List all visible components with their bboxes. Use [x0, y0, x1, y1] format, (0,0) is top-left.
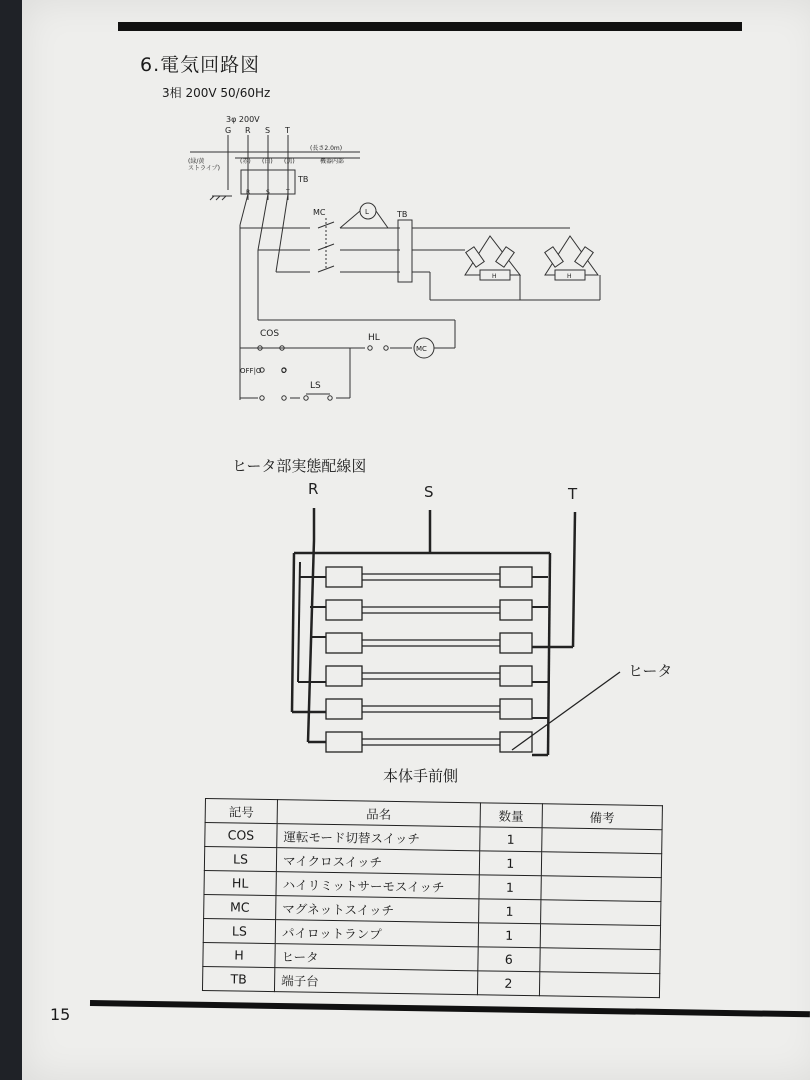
cell-code: LS: [203, 918, 275, 943]
cell-name: マイクロスイッチ: [276, 848, 479, 875]
heater-element: [500, 666, 532, 686]
cell-code: TB: [202, 966, 274, 991]
cell-note: [541, 852, 662, 878]
front-side-label: 本体手前側: [383, 767, 459, 785]
parts-table: [202, 798, 663, 998]
cell-qty: 2: [477, 971, 539, 996]
cell-note: [541, 828, 662, 854]
heater-h2-label: H: [567, 273, 572, 280]
cell-note: [539, 972, 660, 998]
mc-label: MC: [313, 208, 326, 217]
cell-code: COS: [205, 823, 277, 848]
cell-name: ハイリミットサーモスイッチ: [276, 872, 479, 899]
cos-label: COS: [260, 329, 280, 339]
on-label: O: [281, 367, 287, 375]
supply-label: 3φ 200V: [226, 115, 260, 124]
terminal-r: R: [245, 126, 251, 135]
heater-element: [326, 567, 362, 587]
cell-qty: 1: [479, 875, 541, 900]
cell-qty: 1: [480, 827, 542, 852]
page-subtitle: 3相 200V 50/60Hz: [162, 86, 271, 100]
off-label: OFF|O: [240, 367, 262, 375]
header-note: 備考: [542, 804, 663, 830]
cell-note: [540, 924, 661, 950]
header-name: 品名: [277, 800, 480, 827]
cell-code: LS: [204, 847, 276, 872]
heater-element: [326, 699, 362, 719]
wire-color-red: (赤): [240, 158, 251, 165]
cell-qty: 6: [478, 947, 540, 972]
heater-element: [500, 699, 532, 719]
terminal-s: S: [265, 126, 271, 135]
phase-t-label: T: [568, 485, 578, 503]
wire-color-white: (白): [262, 158, 273, 165]
cable-length-note: (長さ2.0m): [310, 145, 343, 152]
device-interior-note: 機器内部: [320, 158, 345, 165]
phase-s-label: S: [424, 483, 434, 501]
heater-callout: ヒータ: [628, 662, 673, 680]
hl-label: HL: [368, 333, 380, 343]
heater-element: [326, 600, 362, 620]
cell-qty: 1: [479, 851, 541, 876]
tb2-label: TB: [397, 210, 408, 219]
cell-qty: 1: [478, 923, 540, 948]
heater-element: [326, 633, 362, 653]
cell-name: ヒータ: [275, 944, 478, 971]
ground-stripe-label: ストライプ): [188, 165, 220, 172]
tb1-pin-t: T: [286, 189, 290, 196]
cell-code: H: [203, 942, 275, 967]
heater-element: [500, 567, 532, 587]
terminal-g: G: [225, 126, 232, 135]
mc-coil-label: MC: [416, 345, 427, 353]
header-qty: 数量: [480, 803, 542, 828]
wire-color-black: (黒): [284, 158, 295, 165]
heater-element: [326, 732, 362, 752]
wiring-diagram-title: ヒータ部実態配線図: [232, 457, 367, 475]
tb1-label: TB: [298, 175, 309, 184]
heater-element: [500, 633, 532, 653]
terminal-t: T: [285, 126, 290, 135]
phase-r-label: R: [308, 480, 319, 498]
cell-name: パイロットランプ: [275, 920, 478, 947]
cell-note: [540, 948, 661, 974]
cell-name: 運転モード切替スイッチ: [277, 824, 480, 851]
cell-name: 端子台: [274, 968, 477, 995]
cell-name: マグネットスイッチ: [276, 896, 479, 923]
heater-h1-label: H: [492, 273, 497, 280]
heater-element: [326, 666, 362, 686]
tb1-pin-r: R: [246, 189, 251, 196]
cell-qty: 1: [478, 899, 540, 924]
cell-note: [541, 876, 662, 902]
cell-code: MC: [204, 894, 276, 919]
lamp-label: L: [365, 208, 369, 216]
tb1-pin-s: S: [266, 189, 270, 196]
wire-color-ground: (緑/黄: [188, 158, 205, 165]
page-title: 6.電気回路図: [140, 54, 261, 76]
heater-element: [500, 600, 532, 620]
ls-label: LS: [310, 381, 321, 391]
heater-element: [500, 732, 532, 752]
cell-note: [540, 900, 661, 926]
page-number: 15: [50, 1005, 71, 1024]
header-code: 記号: [205, 799, 277, 824]
cell-code: HL: [204, 870, 276, 895]
